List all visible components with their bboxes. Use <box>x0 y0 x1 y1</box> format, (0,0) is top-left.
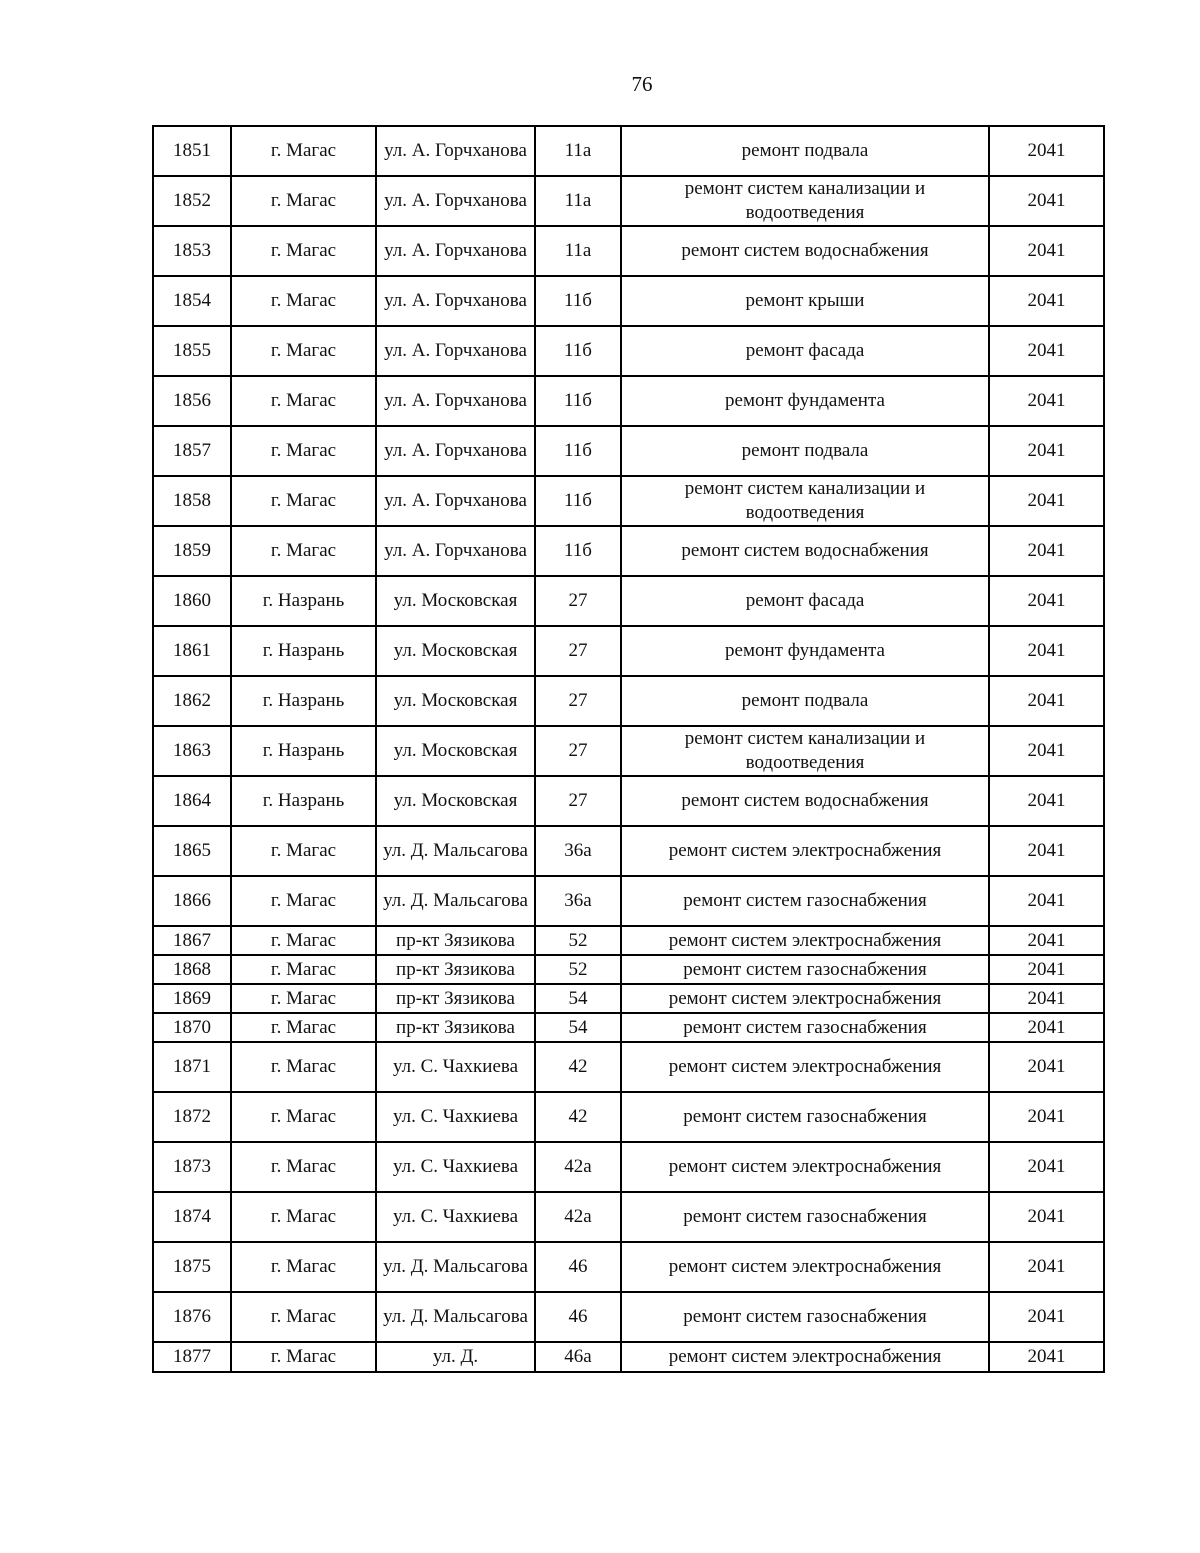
year-cell: 2041 <box>989 1042 1104 1092</box>
city-cell: г. Магас <box>231 826 376 876</box>
row-number-cell: 1866 <box>153 876 231 926</box>
work-type-cell: ремонт систем электроснабжения <box>621 1342 989 1372</box>
year-cell: 2041 <box>989 526 1104 576</box>
work-type-cell: ремонт крыши <box>621 276 989 326</box>
house-number-cell: 11а <box>535 176 621 226</box>
year-cell: 2041 <box>989 1013 1104 1042</box>
street-cell: ул. Московская <box>376 676 535 726</box>
street-cell: ул. А. Горчханова <box>376 226 535 276</box>
table-row <box>153 226 1104 276</box>
house-number-cell: 11б <box>535 276 621 326</box>
row-number-cell: 1852 <box>153 176 231 226</box>
row-number-cell: 1855 <box>153 326 231 376</box>
street-cell: ул. Московская <box>376 776 535 826</box>
work-type-cell: ремонт систем электроснабжения <box>621 1242 989 1292</box>
work-type-cell: ремонт систем электроснабжения <box>621 1142 989 1192</box>
row-number-cell: 1872 <box>153 1092 231 1142</box>
house-number-cell: 27 <box>535 726 621 776</box>
work-type-cell: ремонт подвала <box>621 126 989 176</box>
city-cell: г. Магас <box>231 126 376 176</box>
street-cell: ул. С. Чахкиева <box>376 1042 535 1092</box>
row-number-cell: 1865 <box>153 826 231 876</box>
row-number-cell: 1877 <box>153 1342 231 1372</box>
table-row <box>153 426 1104 476</box>
street-cell: ул. Московская <box>376 726 535 776</box>
house-number-cell: 11б <box>535 326 621 376</box>
year-cell: 2041 <box>989 126 1104 176</box>
table-row <box>153 676 1104 726</box>
row-number-cell: 1871 <box>153 1042 231 1092</box>
city-cell: г. Магас <box>231 326 376 376</box>
city-cell: г. Магас <box>231 176 376 226</box>
work-type-cell: ремонт систем электроснабжения <box>621 984 989 1013</box>
work-type-cell: ремонт систем газоснабжения <box>621 1292 989 1342</box>
year-cell: 2041 <box>989 1092 1104 1142</box>
table-row <box>153 276 1104 326</box>
year-cell: 2041 <box>989 926 1104 955</box>
year-cell: 2041 <box>989 676 1104 726</box>
city-cell: г. Назрань <box>231 776 376 826</box>
city-cell: г. Магас <box>231 876 376 926</box>
city-cell: г. Магас <box>231 1242 376 1292</box>
page-number: 76 <box>631 72 653 96</box>
house-number-cell: 42 <box>535 1042 621 1092</box>
street-cell: ул. Московская <box>376 576 535 626</box>
table-row <box>153 1142 1104 1192</box>
year-cell: 2041 <box>989 984 1104 1013</box>
year-cell: 2041 <box>989 326 1104 376</box>
house-number-cell: 42а <box>535 1142 621 1192</box>
work-type-cell: ремонт фундамента <box>621 376 989 426</box>
street-cell: ул. А. Горчханова <box>376 126 535 176</box>
table-row <box>153 126 1104 176</box>
table-row <box>153 1013 1104 1042</box>
row-number-cell: 1867 <box>153 926 231 955</box>
city-cell: г. Магас <box>231 926 376 955</box>
street-cell: ул. А. Горчханова <box>376 426 535 476</box>
row-number-cell: 1876 <box>153 1292 231 1342</box>
row-number-cell: 1854 <box>153 276 231 326</box>
year-cell: 2041 <box>989 426 1104 476</box>
city-cell: г. Назрань <box>231 726 376 776</box>
house-number-cell: 52 <box>535 955 621 984</box>
table-row <box>153 984 1104 1013</box>
city-cell: г. Магас <box>231 1342 376 1372</box>
work-type-cell: ремонт фундамента <box>621 626 989 676</box>
year-cell: 2041 <box>989 476 1104 526</box>
work-type-cell: ремонт систем канализации и водоотведения <box>621 476 989 526</box>
work-type-cell: ремонт систем электроснабжения <box>621 1042 989 1092</box>
work-type-cell: ремонт фасада <box>621 576 989 626</box>
row-number-cell: 1864 <box>153 776 231 826</box>
city-cell: г. Магас <box>231 226 376 276</box>
year-cell: 2041 <box>989 1142 1104 1192</box>
year-cell: 2041 <box>989 1242 1104 1292</box>
row-number-cell: 1853 <box>153 226 231 276</box>
work-type-cell: ремонт фасада <box>621 326 989 376</box>
work-type-cell: ремонт систем электроснабжения <box>621 826 989 876</box>
city-cell: г. Назрань <box>231 626 376 676</box>
city-cell: г. Магас <box>231 476 376 526</box>
city-cell: г. Магас <box>231 1013 376 1042</box>
row-number-cell: 1870 <box>153 1013 231 1042</box>
row-number-cell: 1860 <box>153 576 231 626</box>
street-cell: ул. А. Горчханова <box>376 376 535 426</box>
house-number-cell: 11б <box>535 426 621 476</box>
table-row <box>153 1292 1104 1342</box>
row-number-cell: 1858 <box>153 476 231 526</box>
row-number-cell: 1859 <box>153 526 231 576</box>
year-cell: 2041 <box>989 955 1104 984</box>
work-type-cell: ремонт систем газоснабжения <box>621 955 989 984</box>
street-cell: ул. А. Горчханова <box>376 476 535 526</box>
house-number-cell: 42 <box>535 1092 621 1142</box>
year-cell: 2041 <box>989 276 1104 326</box>
year-cell: 2041 <box>989 226 1104 276</box>
street-cell: ул. А. Горчханова <box>376 526 535 576</box>
house-number-cell: 11б <box>535 376 621 426</box>
work-type-cell: ремонт систем канализации и водоотведения <box>621 726 989 776</box>
house-number-cell: 11б <box>535 526 621 576</box>
street-cell: ул. Д. Мальсагова <box>376 826 535 876</box>
work-type-cell: ремонт систем газоснабжения <box>621 876 989 926</box>
table-row <box>153 626 1104 676</box>
house-number-cell: 27 <box>535 776 621 826</box>
table-row <box>153 1192 1104 1242</box>
house-number-cell: 54 <box>535 984 621 1013</box>
city-cell: г. Магас <box>231 1092 376 1142</box>
table-row <box>153 926 1104 955</box>
row-number-cell: 1856 <box>153 376 231 426</box>
row-number-cell: 1873 <box>153 1142 231 1192</box>
row-number-cell: 1861 <box>153 626 231 676</box>
house-number-cell: 36а <box>535 876 621 926</box>
house-number-cell: 27 <box>535 576 621 626</box>
table-row <box>153 576 1104 626</box>
year-cell: 2041 <box>989 876 1104 926</box>
table-row <box>153 776 1104 826</box>
city-cell: г. Магас <box>231 276 376 326</box>
work-type-cell: ремонт систем водоснабжения <box>621 776 989 826</box>
street-cell: пр-кт Зязикова <box>376 955 535 984</box>
house-number-cell: 27 <box>535 676 621 726</box>
house-number-cell: 11а <box>535 226 621 276</box>
row-number-cell: 1863 <box>153 726 231 776</box>
city-cell: г. Магас <box>231 955 376 984</box>
row-number-cell: 1862 <box>153 676 231 726</box>
year-cell: 2041 <box>989 376 1104 426</box>
work-type-cell: ремонт подвала <box>621 676 989 726</box>
city-cell: г. Магас <box>231 1292 376 1342</box>
work-type-cell: ремонт систем водоснабжения <box>621 526 989 576</box>
city-cell: г. Магас <box>231 1192 376 1242</box>
table-row <box>153 176 1104 226</box>
house-number-cell: 11б <box>535 476 621 526</box>
table-row <box>153 726 1104 776</box>
city-cell: г. Назрань <box>231 676 376 726</box>
house-number-cell: 52 <box>535 926 621 955</box>
house-number-cell: 11а <box>535 126 621 176</box>
table-row <box>153 1242 1104 1292</box>
city-cell: г. Магас <box>231 526 376 576</box>
work-type-cell: ремонт систем газоснабжения <box>621 1013 989 1042</box>
year-cell: 2041 <box>989 176 1104 226</box>
table-row <box>153 326 1104 376</box>
repair-schedule-table <box>152 125 1105 1373</box>
work-type-cell: ремонт подвала <box>621 426 989 476</box>
house-number-cell: 36а <box>535 826 621 876</box>
street-cell: ул. Д. Мальсагова <box>376 1242 535 1292</box>
row-number-cell: 1851 <box>153 126 231 176</box>
year-cell: 2041 <box>989 1342 1104 1372</box>
street-cell: ул. Московская <box>376 626 535 676</box>
table-row <box>153 955 1104 984</box>
street-cell: ул. С. Чахкиева <box>376 1092 535 1142</box>
street-cell: пр-кт Зязикова <box>376 984 535 1013</box>
table-body <box>153 126 1104 1372</box>
city-cell: г. Назрань <box>231 576 376 626</box>
table-row <box>153 876 1104 926</box>
table-row <box>153 1092 1104 1142</box>
table-row <box>153 476 1104 526</box>
table-row <box>153 826 1104 876</box>
street-cell: ул. А. Горчханова <box>376 176 535 226</box>
row-number-cell: 1868 <box>153 955 231 984</box>
work-type-cell: ремонт систем газоснабжения <box>621 1192 989 1242</box>
house-number-cell: 46а <box>535 1342 621 1372</box>
city-cell: г. Магас <box>231 376 376 426</box>
city-cell: г. Магас <box>231 1042 376 1092</box>
row-number-cell: 1869 <box>153 984 231 1013</box>
house-number-cell: 27 <box>535 626 621 676</box>
work-type-cell: ремонт систем электроснабжения <box>621 926 989 955</box>
year-cell: 2041 <box>989 776 1104 826</box>
city-cell: г. Магас <box>231 1142 376 1192</box>
table-row <box>153 1342 1104 1372</box>
house-number-cell: 46 <box>535 1242 621 1292</box>
house-number-cell: 42а <box>535 1192 621 1242</box>
row-number-cell: 1857 <box>153 426 231 476</box>
year-cell: 2041 <box>989 1192 1104 1242</box>
work-type-cell: ремонт систем водоснабжения <box>621 226 989 276</box>
year-cell: 2041 <box>989 726 1104 776</box>
city-cell: г. Магас <box>231 426 376 476</box>
year-cell: 2041 <box>989 626 1104 676</box>
work-type-cell: ремонт систем канализации и водоотведения <box>621 176 989 226</box>
year-cell: 2041 <box>989 826 1104 876</box>
table-row <box>153 526 1104 576</box>
street-cell: ул. С. Чахкиева <box>376 1192 535 1242</box>
street-cell: ул. Д. Мальсагова <box>376 1292 535 1342</box>
year-cell: 2041 <box>989 576 1104 626</box>
table-row <box>153 376 1104 426</box>
street-cell: ул. А. Горчханова <box>376 326 535 376</box>
row-number-cell: 1875 <box>153 1242 231 1292</box>
street-cell: ул. Д. Мальсагова <box>376 876 535 926</box>
row-number-cell: 1874 <box>153 1192 231 1242</box>
work-type-cell: ремонт систем газоснабжения <box>621 1092 989 1142</box>
street-cell: ул. С. Чахкиева <box>376 1142 535 1192</box>
street-cell: ул. Д. <box>376 1342 535 1372</box>
house-number-cell: 46 <box>535 1292 621 1342</box>
street-cell: ул. А. Горчханова <box>376 276 535 326</box>
street-cell: пр-кт Зязикова <box>376 926 535 955</box>
year-cell: 2041 <box>989 1292 1104 1342</box>
city-cell: г. Магас <box>231 984 376 1013</box>
street-cell: пр-кт Зязикова <box>376 1013 535 1042</box>
house-number-cell: 54 <box>535 1013 621 1042</box>
table-row <box>153 1042 1104 1092</box>
